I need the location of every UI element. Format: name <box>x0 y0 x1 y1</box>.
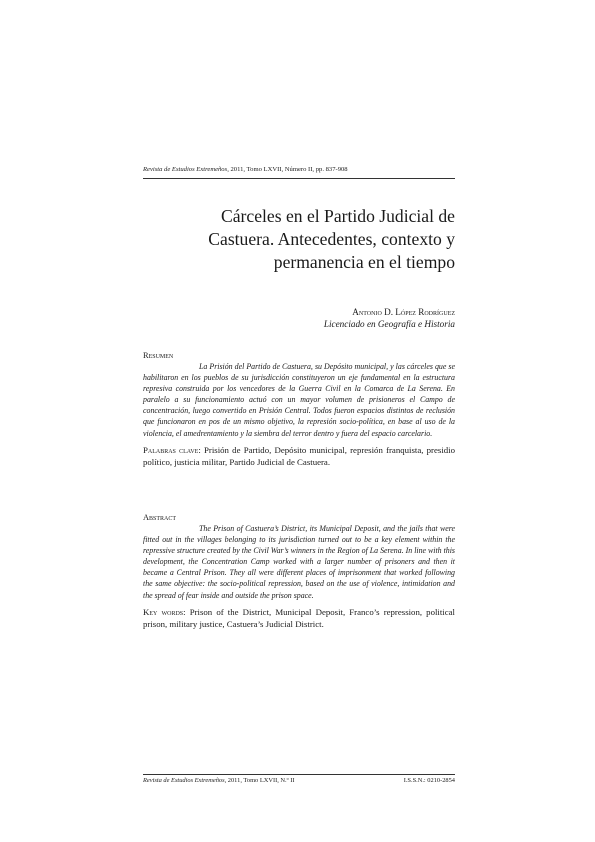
resumen-keywords-label: Palabras clave: <box>143 444 201 455</box>
abstract-keywords-text: Prison of the District, Municipal Deposit, Franco’s repression, political prison, military justice, Castuera’s Judicial District. <box>143 606 455 630</box>
title-line-2: Castuera. Antecedentes, contexto y <box>208 229 455 249</box>
footer-rule <box>143 774 455 775</box>
footer-journal: Revista de Estudios Extremeños <box>143 777 225 784</box>
abstract-heading: Abstract <box>143 513 177 522</box>
footer-details: , 2011, Tomo LXVII, N.º II <box>224 777 295 784</box>
header-rule <box>143 178 455 179</box>
abstract-text: The Prison of Castuera’s District, its Municipal Deposit, and the jails that were fitted out in the villages belonging to its jurisdiction turned out to be a key element within the repressive structure created by the Civil War’s winners in the Region of La Serena. In line with this development, the Concentration Camp worked with a larger number of prisoners and then it became a Central Prison. They all were different places of imprisonment that worked following the same objective: the socio-political repression, based on the use of violence, intimidation and the spread of fear inside and outside the prison space. <box>143 524 455 600</box>
resumen-keywords-text: Prisión de Partido, Depósito municipal, represión franquista, presidio político, justicia militar, Partido Judicial de Castuera. <box>143 444 456 468</box>
abstract-section <box>143 512 455 630</box>
resumen-section <box>143 350 455 468</box>
abstract-keywords-label: Key words: <box>143 606 186 617</box>
resumen-keywords <box>143 444 455 469</box>
author-affiliation: Licenciado en Geografía e Historia <box>323 319 455 329</box>
running-head-details: , 2011, Tomo LXVII, Número II, pp. 837-908 <box>227 166 348 173</box>
title-line-1: Cárceles en el Partido Judicial de <box>220 206 455 226</box>
resumen-heading: Resumen <box>143 351 174 360</box>
author-block <box>143 306 455 330</box>
article-title <box>143 205 455 274</box>
title-line-3: permanencia en el tiempo <box>273 252 455 272</box>
abstract-keywords <box>143 606 455 631</box>
author-name: Antonio D. López Rodríguez <box>352 307 455 317</box>
running-head-journal: Revista de Estudios Extremeños <box>143 166 228 173</box>
running-head <box>143 166 348 174</box>
resumen-text: La Prisión del Partido de Castuera, su Depósito municipal, y las cárceles que se habilitaron en los pueblos de su jurisdicción constituyeron un eje fundamental en la estructura represiva construida por los vencedores de la Guerra Civil en la Comarca de La Serena. En paralelo a su funcionamiento actuó con un mayor volumen de prisioneros el Campo de concentración, luego convertido en Prisión Central. Todos fueron espacios distintos de reclusión que funcionaron en pos de un mismo objetivo, la represión socio-política, en base al uso de la violencia, el amedrentamiento y la siembra del terror dentro y fuera del espacio carcelario. <box>143 362 455 438</box>
footer-citation <box>143 777 294 785</box>
footer-issn: I.S.S.N.: 0210-2854 <box>403 777 455 784</box>
